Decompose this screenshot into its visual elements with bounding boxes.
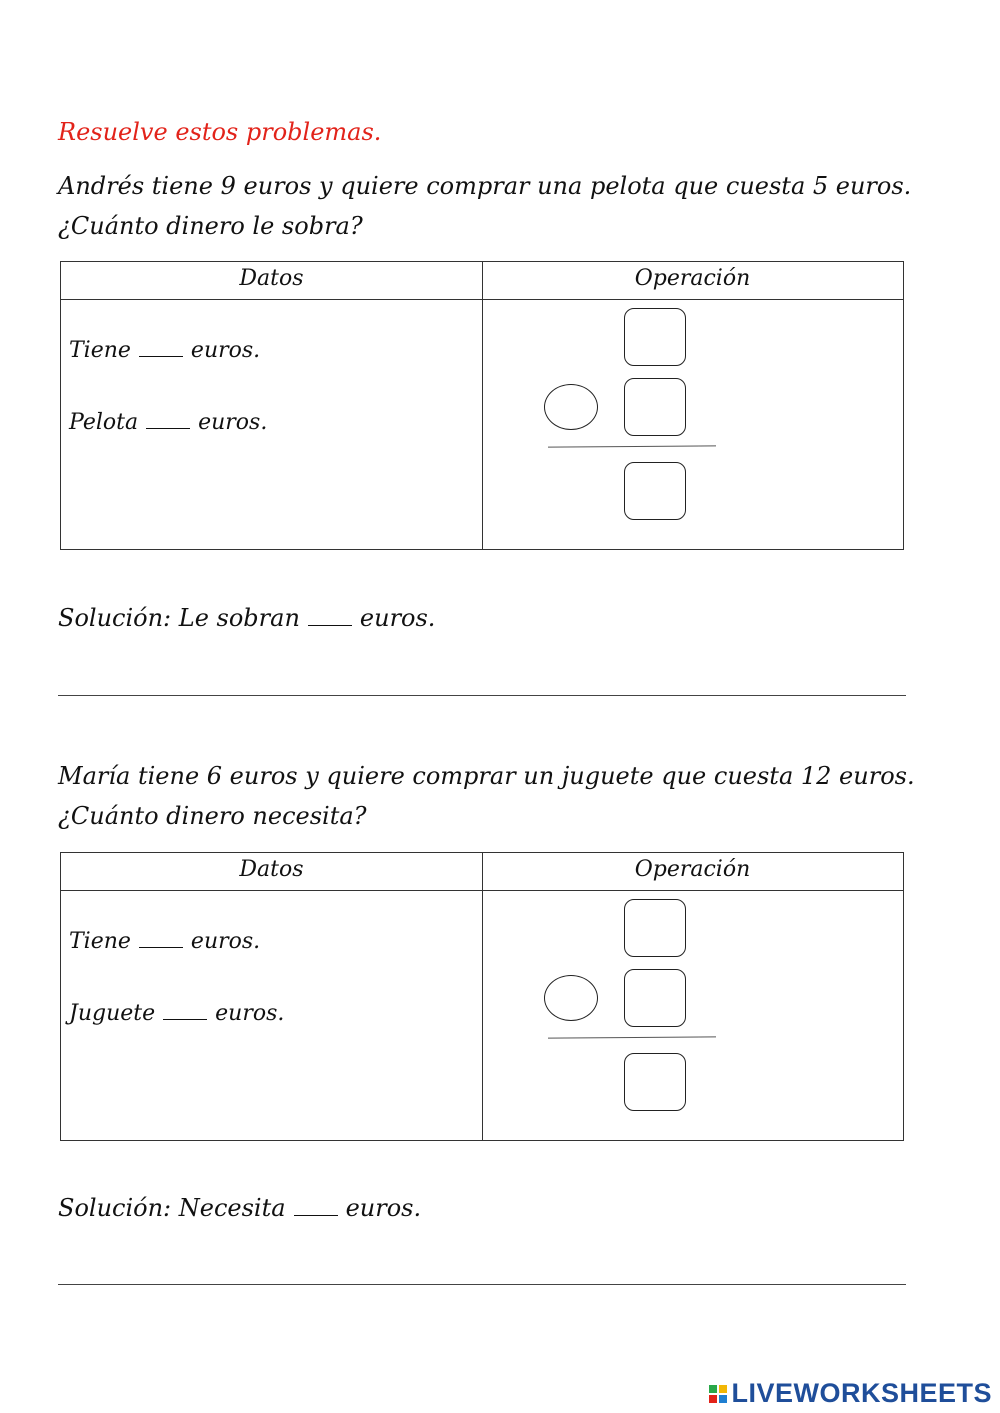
problem-1-solution xyxy=(58,604,435,632)
column-title-datos: Datos xyxy=(239,857,304,882)
answer-blank-tiene[interactable] xyxy=(139,356,183,357)
data-unit: euros. xyxy=(190,929,261,954)
column-title-datos: Datos xyxy=(239,266,304,291)
brand-mark-square xyxy=(709,1385,717,1393)
solution-blank[interactable] xyxy=(294,1215,338,1216)
operator-circle[interactable] xyxy=(544,384,598,430)
problem-2-solution xyxy=(58,1194,421,1222)
column-divider xyxy=(482,853,483,1140)
result-box[interactable] xyxy=(624,462,686,520)
solution-blank[interactable] xyxy=(308,625,352,626)
data-unit: euros. xyxy=(215,1001,285,1026)
column-divider xyxy=(482,262,483,549)
data-label: Pelota xyxy=(69,410,139,435)
operand-box-top[interactable] xyxy=(624,899,686,957)
column-title-operacion: Operación xyxy=(634,857,751,882)
data-label: Juguete xyxy=(69,1001,156,1026)
brand-mark-square xyxy=(709,1395,717,1403)
data-label: Tiene xyxy=(69,929,131,954)
data-row-tiene xyxy=(69,929,260,954)
solution-suffix: euros. xyxy=(345,1194,422,1222)
data-unit: euros. xyxy=(198,410,268,435)
brand-mark-square xyxy=(719,1395,727,1403)
answer-blank-pelota[interactable] xyxy=(146,428,190,429)
answer-blank-juguete[interactable] xyxy=(163,1019,207,1020)
data-row-juguete xyxy=(69,1001,284,1026)
problem-2-statement-line-1: María tiene 6 euros y quiere comprar un juguete que cuesta 12 euros. xyxy=(58,762,915,790)
brand-name: LIVEWORKSHEETS xyxy=(731,1378,992,1408)
result-box[interactable] xyxy=(624,1053,686,1111)
problem-1-answer-line xyxy=(58,695,906,696)
problem-1-statement-line-2: ¿Cuánto dinero le sobra? xyxy=(58,212,363,240)
problem-2-statement-line-2: ¿Cuánto dinero necesita? xyxy=(58,802,367,830)
data-row-tiene xyxy=(69,338,260,363)
instructions-title: Resuelve estos problemas. xyxy=(58,118,382,146)
operation-rule-line xyxy=(548,1036,716,1038)
operand-box-middle[interactable] xyxy=(624,969,686,1027)
operand-box-middle[interactable] xyxy=(624,378,686,436)
data-unit: euros. xyxy=(190,338,261,363)
operation-rule-line xyxy=(548,445,716,447)
brand-mark-icon xyxy=(709,1385,727,1403)
problem-1-statement-line-1: Andrés tiene 9 euros y quiere comprar una pelota que cuesta 5 euros. xyxy=(58,172,912,200)
solution-suffix: euros. xyxy=(359,604,436,632)
operator-circle[interactable] xyxy=(544,975,598,1021)
data-row-pelota xyxy=(69,410,267,435)
data-label: Tiene xyxy=(69,338,131,363)
problem-2-work-table xyxy=(60,852,904,1141)
answer-blank-tiene[interactable] xyxy=(139,947,183,948)
problem-1-work-table xyxy=(60,261,904,550)
brand-logo xyxy=(709,1378,992,1409)
problem-2-answer-line xyxy=(58,1284,906,1285)
operand-box-top[interactable] xyxy=(624,308,686,366)
solution-prefix: Solución: Le sobran xyxy=(58,604,300,632)
column-title-operacion: Operación xyxy=(634,266,751,291)
brand-mark-square xyxy=(719,1385,727,1393)
solution-prefix: Solución: Necesita xyxy=(58,1194,286,1222)
